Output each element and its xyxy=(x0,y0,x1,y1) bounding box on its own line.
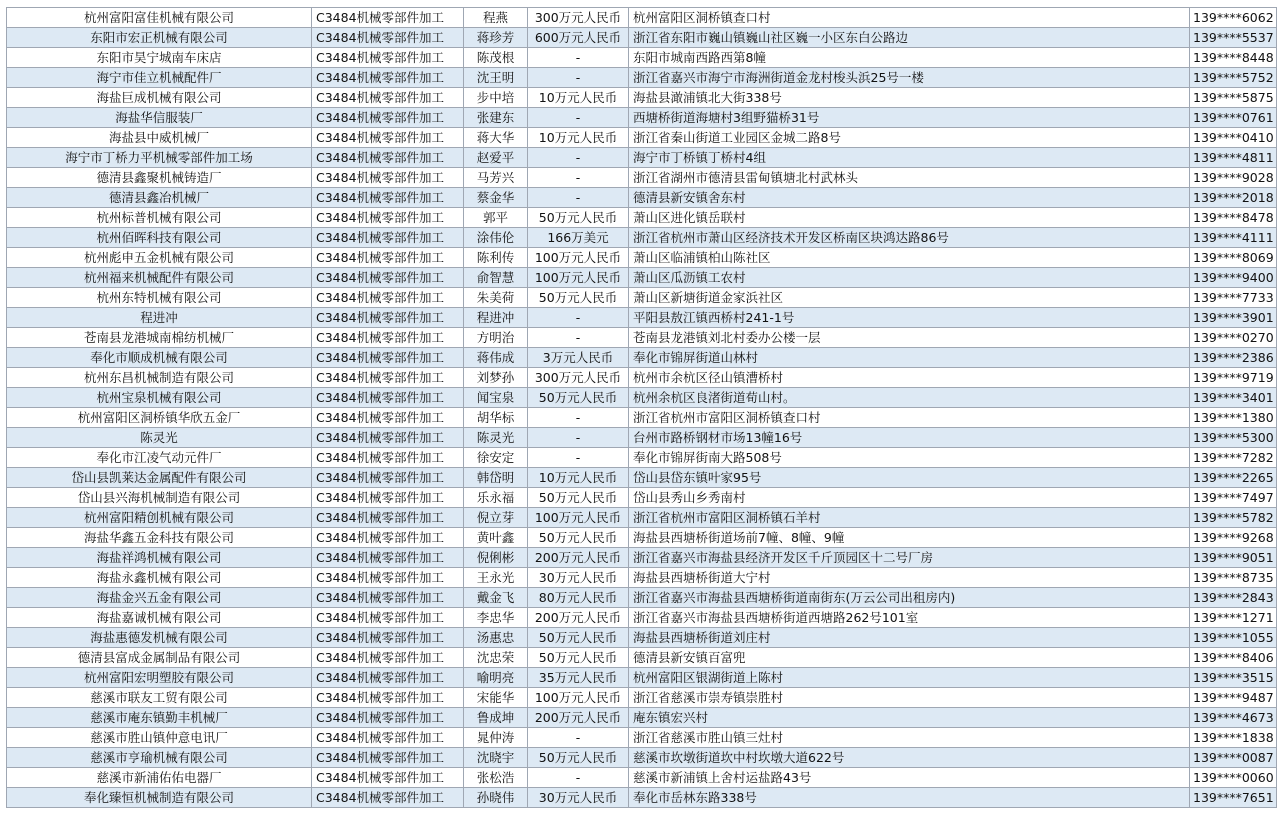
registered-capital-cell: 50万元人民币 xyxy=(528,288,629,308)
address-cell: 浙江省嘉兴市海盐县西塘桥街道西塘路262号101室 xyxy=(629,608,1190,628)
registered-capital-cell: 300万元人民币 xyxy=(528,8,629,28)
legal-representative-cell: 俞智慧 xyxy=(464,268,528,288)
address-cell: 德清县新安镇百富兜 xyxy=(629,648,1190,668)
industry-category-cell: C3484机械零部件加工 xyxy=(312,128,464,148)
registered-capital-cell: 50万元人民币 xyxy=(528,648,629,668)
address-cell: 平阳县敖江镇西桥村241-1号 xyxy=(629,308,1190,328)
industry-category-cell: C3484机械零部件加工 xyxy=(312,708,464,728)
address-cell: 萧山区进化镇岳联村 xyxy=(629,208,1190,228)
table-row xyxy=(7,328,1277,348)
registered-capital-cell: 100万元人民币 xyxy=(528,508,629,528)
address-cell: 台州市路桥钢材市场13幢16号 xyxy=(629,428,1190,448)
table-row xyxy=(7,68,1277,88)
table-row xyxy=(7,508,1277,528)
registered-capital-cell: - xyxy=(528,728,629,748)
legal-representative-cell: 蒋珍芳 xyxy=(464,28,528,48)
industry-category-cell: C3484机械零部件加工 xyxy=(312,28,464,48)
industry-category-cell: C3484机械零部件加工 xyxy=(312,668,464,688)
address-cell: 浙江省秦山街道工业园区金城二路8号 xyxy=(629,128,1190,148)
table-row xyxy=(7,368,1277,388)
registered-capital-cell: - xyxy=(528,108,629,128)
registered-capital-cell: - xyxy=(528,308,629,328)
address-cell: 浙江省湖州市德清县雷甸镇塘北村武林头 xyxy=(629,168,1190,188)
industry-category-cell: C3484机械零部件加工 xyxy=(312,348,464,368)
legal-representative-cell: 宋能华 xyxy=(464,688,528,708)
company-name-cell: 东阳市昊宁城南车床店 xyxy=(7,48,312,68)
address-cell: 苍南县龙港镇刘北村委办公楼一层 xyxy=(629,328,1190,348)
company-name-cell: 奉化市江凌气动元件厂 xyxy=(7,448,312,468)
phone-cell: 139****2386 xyxy=(1190,348,1277,368)
address-cell: 海盐县西塘桥街道场前7幢、8幢、9幢 xyxy=(629,528,1190,548)
table-row xyxy=(7,628,1277,648)
company-name-cell: 杭州东特机械有限公司 xyxy=(7,288,312,308)
address-cell: 杭州市余杭区径山镇漕桥村 xyxy=(629,368,1190,388)
phone-cell: 139****7282 xyxy=(1190,448,1277,468)
phone-cell: 139****3515 xyxy=(1190,668,1277,688)
industry-category-cell: C3484机械零部件加工 xyxy=(312,308,464,328)
table-row xyxy=(7,528,1277,548)
table-row xyxy=(7,768,1277,788)
company-name-cell: 海盐惠德发机械有限公司 xyxy=(7,628,312,648)
address-cell: 岱山县秀山乡秀南村 xyxy=(629,488,1190,508)
phone-cell: 139****7651 xyxy=(1190,788,1277,808)
legal-representative-cell: 程进冲 xyxy=(464,308,528,328)
registered-capital-cell: 50万元人民币 xyxy=(528,208,629,228)
table-row xyxy=(7,308,1277,328)
company-name-cell: 海盐祥鸿机械有限公司 xyxy=(7,548,312,568)
legal-representative-cell: 陈茂根 xyxy=(464,48,528,68)
phone-cell: 139****1380 xyxy=(1190,408,1277,428)
industry-category-cell: C3484机械零部件加工 xyxy=(312,568,464,588)
company-name-cell: 海宁市佳立机械配件厂 xyxy=(7,68,312,88)
company-name-cell: 东阳市宏正机械有限公司 xyxy=(7,28,312,48)
table-row xyxy=(7,88,1277,108)
table-row xyxy=(7,708,1277,728)
table-row xyxy=(7,108,1277,128)
company-name-cell: 杭州富阳区洞桥镇华欣五金厂 xyxy=(7,408,312,428)
legal-representative-cell: 鲁成坤 xyxy=(464,708,528,728)
legal-representative-cell: 闻宝泉 xyxy=(464,388,528,408)
industry-category-cell: C3484机械零部件加工 xyxy=(312,288,464,308)
phone-cell: 139****4811 xyxy=(1190,148,1277,168)
company-name-cell: 海盐华鑫五金科技有限公司 xyxy=(7,528,312,548)
phone-cell: 139****3401 xyxy=(1190,388,1277,408)
company-table-body xyxy=(7,8,1277,808)
legal-representative-cell: 涂伟伦 xyxy=(464,228,528,248)
phone-cell: 139****4673 xyxy=(1190,708,1277,728)
table-row xyxy=(7,188,1277,208)
address-cell: 浙江省嘉兴市海盐县经济开发区千斤顶园区十二号厂房 xyxy=(629,548,1190,568)
registered-capital-cell: 50万元人民币 xyxy=(528,628,629,648)
company-name-cell: 海盐巨成机械有限公司 xyxy=(7,88,312,108)
company-name-cell: 陈灵光 xyxy=(7,428,312,448)
company-name-cell: 慈溪市联友工贸有限公司 xyxy=(7,688,312,708)
industry-category-cell: C3484机械零部件加工 xyxy=(312,548,464,568)
registered-capital-cell: 3万元人民币 xyxy=(528,348,629,368)
registered-capital-cell: 200万元人民币 xyxy=(528,548,629,568)
company-name-cell: 海盐嘉诚机械有限公司 xyxy=(7,608,312,628)
legal-representative-cell: 蔡金华 xyxy=(464,188,528,208)
table-row xyxy=(7,228,1277,248)
registered-capital-cell: - xyxy=(528,328,629,348)
industry-category-cell: C3484机械零部件加工 xyxy=(312,408,464,428)
industry-category-cell: C3484机械零部件加工 xyxy=(312,208,464,228)
company-table xyxy=(6,7,1277,808)
address-cell: 岱山县岱东镇叶家95号 xyxy=(629,468,1190,488)
legal-representative-cell: 陈利传 xyxy=(464,248,528,268)
phone-cell: 139****0087 xyxy=(1190,748,1277,768)
company-name-cell: 杭州佰晖科技有限公司 xyxy=(7,228,312,248)
table-row xyxy=(7,148,1277,168)
phone-cell: 139****5752 xyxy=(1190,68,1277,88)
industry-category-cell: C3484机械零部件加工 xyxy=(312,728,464,748)
table-row xyxy=(7,788,1277,808)
registered-capital-cell: - xyxy=(528,408,629,428)
table-row xyxy=(7,748,1277,768)
legal-representative-cell: 张松浩 xyxy=(464,768,528,788)
legal-representative-cell: 倪俐彬 xyxy=(464,548,528,568)
address-cell: 浙江省杭州市富阳区洞桥镇石羊村 xyxy=(629,508,1190,528)
phone-cell: 139****9268 xyxy=(1190,528,1277,548)
registered-capital-cell: 30万元人民币 xyxy=(528,568,629,588)
industry-category-cell: C3484机械零部件加工 xyxy=(312,148,464,168)
industry-category-cell: C3484机械零部件加工 xyxy=(312,628,464,648)
registered-capital-cell: 166万美元 xyxy=(528,228,629,248)
registered-capital-cell: 50万元人民币 xyxy=(528,488,629,508)
legal-representative-cell: 刘梦孙 xyxy=(464,368,528,388)
phone-cell: 139****1055 xyxy=(1190,628,1277,648)
table-row xyxy=(7,568,1277,588)
phone-cell: 139****5300 xyxy=(1190,428,1277,448)
phone-cell: 139****0761 xyxy=(1190,108,1277,128)
legal-representative-cell: 沈忠荣 xyxy=(464,648,528,668)
registered-capital-cell: 100万元人民币 xyxy=(528,688,629,708)
industry-category-cell: C3484机械零部件加工 xyxy=(312,68,464,88)
industry-category-cell: C3484机械零部件加工 xyxy=(312,588,464,608)
address-cell: 杭州富阳区洞桥镇查口村 xyxy=(629,8,1190,28)
legal-representative-cell: 程燕 xyxy=(464,8,528,28)
legal-representative-cell: 胡华标 xyxy=(464,408,528,428)
table-row xyxy=(7,608,1277,628)
address-cell: 奉化市岳林东路338号 xyxy=(629,788,1190,808)
phone-cell: 139****5782 xyxy=(1190,508,1277,528)
company-name-cell: 海盐华信服装厂 xyxy=(7,108,312,128)
table-row xyxy=(7,688,1277,708)
industry-category-cell: C3484机械零部件加工 xyxy=(312,688,464,708)
address-cell: 浙江省杭州市富阳区洞桥镇查口村 xyxy=(629,408,1190,428)
address-cell: 杭州余杭区良渚街道荀山村。 xyxy=(629,388,1190,408)
table-row xyxy=(7,8,1277,28)
registered-capital-cell: 30万元人民币 xyxy=(528,788,629,808)
phone-cell: 139****1838 xyxy=(1190,728,1277,748)
legal-representative-cell: 沈王明 xyxy=(464,68,528,88)
company-name-cell: 慈溪市庵东镇勤丰机械厂 xyxy=(7,708,312,728)
address-cell: 海盐县澉浦镇北大街338号 xyxy=(629,88,1190,108)
industry-category-cell: C3484机械零部件加工 xyxy=(312,268,464,288)
company-name-cell: 慈溪市亨瑜机械有限公司 xyxy=(7,748,312,768)
company-name-cell: 岱山县凯莱达金属配件有限公司 xyxy=(7,468,312,488)
phone-cell: 139****2265 xyxy=(1190,468,1277,488)
legal-representative-cell: 沈晓宇 xyxy=(464,748,528,768)
industry-category-cell: C3484机械零部件加工 xyxy=(312,528,464,548)
company-name-cell: 慈溪市胜山镇仲意电讯厂 xyxy=(7,728,312,748)
industry-category-cell: C3484机械零部件加工 xyxy=(312,48,464,68)
phone-cell: 139****9028 xyxy=(1190,168,1277,188)
company-name-cell: 杭州标普机械有限公司 xyxy=(7,208,312,228)
company-name-cell: 杭州富阳富佳机械有限公司 xyxy=(7,8,312,28)
address-cell: 奉化市锦屏街道山林村 xyxy=(629,348,1190,368)
legal-representative-cell: 赵爱平 xyxy=(464,148,528,168)
legal-representative-cell: 郭平 xyxy=(464,208,528,228)
company-name-cell: 杭州福来机械配件有限公司 xyxy=(7,268,312,288)
phone-cell: 139****4111 xyxy=(1190,228,1277,248)
phone-cell: 139****0410 xyxy=(1190,128,1277,148)
registered-capital-cell: 50万元人民币 xyxy=(528,748,629,768)
table-row xyxy=(7,448,1277,468)
company-name-cell: 德清县鑫聚机械铸造厂 xyxy=(7,168,312,188)
table-row xyxy=(7,408,1277,428)
legal-representative-cell: 步中培 xyxy=(464,88,528,108)
registered-capital-cell: 10万元人民币 xyxy=(528,128,629,148)
legal-representative-cell: 王永光 xyxy=(464,568,528,588)
table-row xyxy=(7,168,1277,188)
address-cell: 海宁市丁桥镇丁桥村4组 xyxy=(629,148,1190,168)
company-name-cell: 海盐永鑫机械有限公司 xyxy=(7,568,312,588)
registered-capital-cell: 200万元人民币 xyxy=(528,608,629,628)
company-name-cell: 奉化市顺成机械有限公司 xyxy=(7,348,312,368)
industry-category-cell: C3484机械零部件加工 xyxy=(312,648,464,668)
industry-category-cell: C3484机械零部件加工 xyxy=(312,188,464,208)
phone-cell: 139****7497 xyxy=(1190,488,1277,508)
table-row xyxy=(7,28,1277,48)
table-row xyxy=(7,588,1277,608)
company-name-cell: 苍南县龙港城南棉纺机械厂 xyxy=(7,328,312,348)
phone-cell: 139****5537 xyxy=(1190,28,1277,48)
phone-cell: 139****9400 xyxy=(1190,268,1277,288)
registered-capital-cell: 100万元人民币 xyxy=(528,248,629,268)
phone-cell: 139****8735 xyxy=(1190,568,1277,588)
address-cell: 奉化市锦屏街南大路508号 xyxy=(629,448,1190,468)
table-row xyxy=(7,208,1277,228)
industry-category-cell: C3484机械零部件加工 xyxy=(312,228,464,248)
legal-representative-cell: 韩岱明 xyxy=(464,468,528,488)
company-name-cell: 奉化臻恒机械制造有限公司 xyxy=(7,788,312,808)
industry-category-cell: C3484机械零部件加工 xyxy=(312,768,464,788)
registered-capital-cell: - xyxy=(528,188,629,208)
phone-cell: 139****0060 xyxy=(1190,768,1277,788)
registered-capital-cell: 200万元人民币 xyxy=(528,708,629,728)
phone-cell: 139****0270 xyxy=(1190,328,1277,348)
legal-representative-cell: 李忠华 xyxy=(464,608,528,628)
legal-representative-cell: 汤惠忠 xyxy=(464,628,528,648)
legal-representative-cell: 蒋大华 xyxy=(464,128,528,148)
legal-representative-cell: 马芳兴 xyxy=(464,168,528,188)
table-row xyxy=(7,548,1277,568)
company-name-cell: 慈溪市新浦佑佑电器厂 xyxy=(7,768,312,788)
address-cell: 浙江省杭州市萧山区经济技术开发区桥南区块鸿达路86号 xyxy=(629,228,1190,248)
industry-category-cell: C3484机械零部件加工 xyxy=(312,388,464,408)
legal-representative-cell: 朱美荷 xyxy=(464,288,528,308)
table-row xyxy=(7,388,1277,408)
table-row xyxy=(7,288,1277,308)
industry-category-cell: C3484机械零部件加工 xyxy=(312,88,464,108)
registered-capital-cell: - xyxy=(528,68,629,88)
table-row xyxy=(7,728,1277,748)
legal-representative-cell: 徐安定 xyxy=(464,448,528,468)
table-row xyxy=(7,268,1277,288)
legal-representative-cell: 孙晓伟 xyxy=(464,788,528,808)
company-name-cell: 德清县鑫冶机械厂 xyxy=(7,188,312,208)
phone-cell: 139****8069 xyxy=(1190,248,1277,268)
industry-category-cell: C3484机械零部件加工 xyxy=(312,508,464,528)
address-cell: 浙江省慈溪市胜山镇三灶村 xyxy=(629,728,1190,748)
company-name-cell: 杭州富阳宏明塑胶有限公司 xyxy=(7,668,312,688)
industry-category-cell: C3484机械零部件加工 xyxy=(312,748,464,768)
address-cell: 杭州富阳区银湖街道上陈村 xyxy=(629,668,1190,688)
legal-representative-cell: 乐永福 xyxy=(464,488,528,508)
address-cell: 浙江省嘉兴市海宁市海洲街道金龙村梭头浜25号一楼 xyxy=(629,68,1190,88)
registered-capital-cell: - xyxy=(528,768,629,788)
address-cell: 海盐县西塘桥街道刘庄村 xyxy=(629,628,1190,648)
registered-capital-cell: 100万元人民币 xyxy=(528,268,629,288)
company-name-cell: 杭州宝泉机械有限公司 xyxy=(7,388,312,408)
registered-capital-cell: - xyxy=(528,148,629,168)
legal-representative-cell: 黄叶鑫 xyxy=(464,528,528,548)
table-row xyxy=(7,348,1277,368)
address-cell: 浙江省东阳市巍山镇巍山社区巍一小区东白公路边 xyxy=(629,28,1190,48)
company-name-cell: 德清县富成金属制品有限公司 xyxy=(7,648,312,668)
phone-cell: 139****8448 xyxy=(1190,48,1277,68)
industry-category-cell: C3484机械零部件加工 xyxy=(312,428,464,448)
table-row xyxy=(7,488,1277,508)
registered-capital-cell: - xyxy=(528,48,629,68)
address-cell: 萧山区瓜沥镇工农村 xyxy=(629,268,1190,288)
legal-representative-cell: 晁仲涛 xyxy=(464,728,528,748)
industry-category-cell: C3484机械零部件加工 xyxy=(312,788,464,808)
legal-representative-cell: 张建东 xyxy=(464,108,528,128)
registered-capital-cell: 600万元人民币 xyxy=(528,28,629,48)
legal-representative-cell: 喻明亮 xyxy=(464,668,528,688)
table-row xyxy=(7,48,1277,68)
address-cell: 东阳市城南西路西第8幢 xyxy=(629,48,1190,68)
industry-category-cell: C3484机械零部件加工 xyxy=(312,368,464,388)
registered-capital-cell: 300万元人民币 xyxy=(528,368,629,388)
address-cell: 德清县新安镇舍东村 xyxy=(629,188,1190,208)
registered-capital-cell: 10万元人民币 xyxy=(528,88,629,108)
phone-cell: 139****1271 xyxy=(1190,608,1277,628)
registered-capital-cell: 35万元人民币 xyxy=(528,668,629,688)
phone-cell: 139****8406 xyxy=(1190,648,1277,668)
table-row xyxy=(7,248,1277,268)
address-cell: 慈溪市新浦镇上舍村运盐路43号 xyxy=(629,768,1190,788)
address-cell: 浙江省慈溪市崇寿镇崇胜村 xyxy=(629,688,1190,708)
company-name-cell: 海盐金兴五金有限公司 xyxy=(7,588,312,608)
phone-cell: 139****8478 xyxy=(1190,208,1277,228)
phone-cell: 139****7733 xyxy=(1190,288,1277,308)
table-row xyxy=(7,648,1277,668)
industry-category-cell: C3484机械零部件加工 xyxy=(312,8,464,28)
phone-cell: 139****9719 xyxy=(1190,368,1277,388)
company-name-cell: 岱山县兴海机械制造有限公司 xyxy=(7,488,312,508)
legal-representative-cell: 方明治 xyxy=(464,328,528,348)
address-cell: 西塘桥街道海塘村3组野猫桥31号 xyxy=(629,108,1190,128)
registered-capital-cell: - xyxy=(528,448,629,468)
registered-capital-cell: - xyxy=(528,428,629,448)
address-cell: 庵东镇宏兴村 xyxy=(629,708,1190,728)
phone-cell: 139****5875 xyxy=(1190,88,1277,108)
legal-representative-cell: 陈灵光 xyxy=(464,428,528,448)
table-row xyxy=(7,428,1277,448)
registered-capital-cell: 10万元人民币 xyxy=(528,468,629,488)
registered-capital-cell: 80万元人民币 xyxy=(528,588,629,608)
address-cell: 海盐县西塘桥街道大宁村 xyxy=(629,568,1190,588)
company-name-cell: 程进冲 xyxy=(7,308,312,328)
phone-cell: 139****3901 xyxy=(1190,308,1277,328)
industry-category-cell: C3484机械零部件加工 xyxy=(312,108,464,128)
phone-cell: 139****9487 xyxy=(1190,688,1277,708)
phone-cell: 139****9051 xyxy=(1190,548,1277,568)
industry-category-cell: C3484机械零部件加工 xyxy=(312,448,464,468)
industry-category-cell: C3484机械零部件加工 xyxy=(312,168,464,188)
company-name-cell: 海宁市丁桥力平机械零部件加工场 xyxy=(7,148,312,168)
company-table-sheet xyxy=(6,7,1276,808)
registered-capital-cell: 50万元人民币 xyxy=(528,528,629,548)
company-name-cell: 杭州彪申五金机械有限公司 xyxy=(7,248,312,268)
address-cell: 浙江省嘉兴市海盐县西塘桥街道南街东(万云公司出租房内) xyxy=(629,588,1190,608)
registered-capital-cell: 50万元人民币 xyxy=(528,388,629,408)
phone-cell: 139****6062 xyxy=(1190,8,1277,28)
registered-capital-cell: - xyxy=(528,168,629,188)
address-cell: 萧山区新塘街道金家浜社区 xyxy=(629,288,1190,308)
phone-cell: 139****2843 xyxy=(1190,588,1277,608)
industry-category-cell: C3484机械零部件加工 xyxy=(312,488,464,508)
industry-category-cell: C3484机械零部件加工 xyxy=(312,328,464,348)
industry-category-cell: C3484机械零部件加工 xyxy=(312,248,464,268)
industry-category-cell: C3484机械零部件加工 xyxy=(312,468,464,488)
industry-category-cell: C3484机械零部件加工 xyxy=(312,608,464,628)
table-row xyxy=(7,128,1277,148)
legal-representative-cell: 蒋伟成 xyxy=(464,348,528,368)
company-name-cell: 杭州东昌机械制造有限公司 xyxy=(7,368,312,388)
company-name-cell: 杭州富阳精创机械有限公司 xyxy=(7,508,312,528)
address-cell: 萧山区临浦镇柏山陈社区 xyxy=(629,248,1190,268)
phone-cell: 139****2018 xyxy=(1190,188,1277,208)
address-cell: 慈溪市坎墩街道坎中村坎墩大道622号 xyxy=(629,748,1190,768)
company-name-cell: 海盐县中威机械厂 xyxy=(7,128,312,148)
legal-representative-cell: 戴金飞 xyxy=(464,588,528,608)
table-row xyxy=(7,468,1277,488)
legal-representative-cell: 倪立芽 xyxy=(464,508,528,528)
table-row xyxy=(7,668,1277,688)
